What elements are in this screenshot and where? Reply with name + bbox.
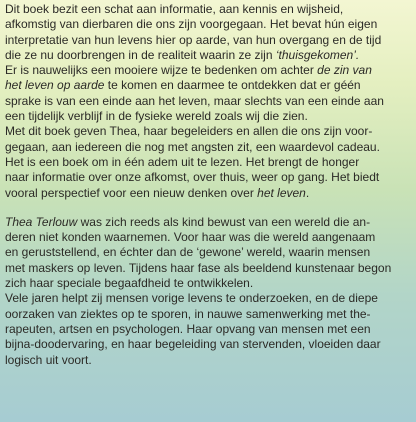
- emphasis-text: het leven op aarde: [5, 78, 105, 93]
- text-line: een tijdelijk verblijf in de fysieke wereld zoals wij die zien.: [5, 109, 308, 124]
- text-line: Het is een boek om in één adem uit te lezen. Het brengt de honger: [5, 154, 360, 169]
- text-line: Vele jaren helpt zij mensen vorige levens te onderzoeken, en de diepe: [5, 291, 378, 306]
- text-line: en geruststellend, en échter dan de ‘gewone’ wereld, waarin mensen: [5, 245, 371, 260]
- author-paragraph: [5, 215, 411, 368]
- text-line: deren niet konden waarnemen. Voor haar was die wereld aangenaam: [5, 230, 376, 245]
- text-line: Met dit boek geven Thea, haar begeleiders en allen die ons zijn voor-: [5, 124, 373, 139]
- paragraph-gap: [5, 201, 411, 215]
- text-line: afkomstig van dierbaren die ons zijn voorgegaan. Het bevat hún eigen: [5, 17, 378, 32]
- author-name: Thea Terlouw: [5, 214, 78, 229]
- text-line: met maskers op leven. Tijdens haar fase als beeldend kunstenaar begon: [5, 260, 392, 275]
- text-line: te komen en daarmee te ontdekken dat er géén: [104, 78, 361, 93]
- text-line: Er is nauwelijks een mooiere wijze te bedenken om achter: [5, 63, 318, 78]
- emphasis-text: de zin van: [317, 63, 372, 78]
- text-line: sprake is van een einde aan het leven, maar slechts van een einde aan: [5, 93, 384, 108]
- text-line: vooral perspectief voor een nieuw denken over: [5, 185, 258, 200]
- text-line: oorzaken van ziektes op te sporen, in nauwe samenwerking met the-: [5, 306, 371, 321]
- text-line: interpretatie van hun levens hier op aarde, van hun overgang en de tijd: [5, 32, 382, 47]
- text-line: zich haar speciale begaafdheid te ontwikkelen.: [5, 276, 254, 291]
- text-line: gegaan, aan iedereen die nog met angsten zit, een waardevol cadeau.: [5, 139, 380, 154]
- text-line: logisch uit voort.: [5, 352, 92, 367]
- text-line: bijna-doodervaring, en haar begeleiding van stervenden, vloeiden daar: [5, 337, 381, 352]
- text-line: naar informatie over onze afkomst, over thuis, weer op gang. Het biedt: [5, 170, 380, 185]
- text-line: Dit boek bezit een schat aan informatie, aan kennis en wijsheid,: [5, 2, 344, 16]
- text-line: .: [305, 185, 310, 200]
- text-line: rapeuten, artsen en psychologen. Haar opvang van mensen met een: [5, 321, 371, 336]
- emphasis-text: ‘thuisgekomen’.: [275, 47, 360, 62]
- emphasis-text: het leven: [257, 185, 306, 200]
- text-line: was zich reeds als kind bewust van een wereld die an-: [77, 214, 371, 229]
- back-cover-text: [5, 2, 411, 368]
- intro-paragraph: [5, 2, 411, 201]
- text-line: die ze nu doorbrengen in de realiteit waarin ze zijn: [5, 47, 276, 62]
